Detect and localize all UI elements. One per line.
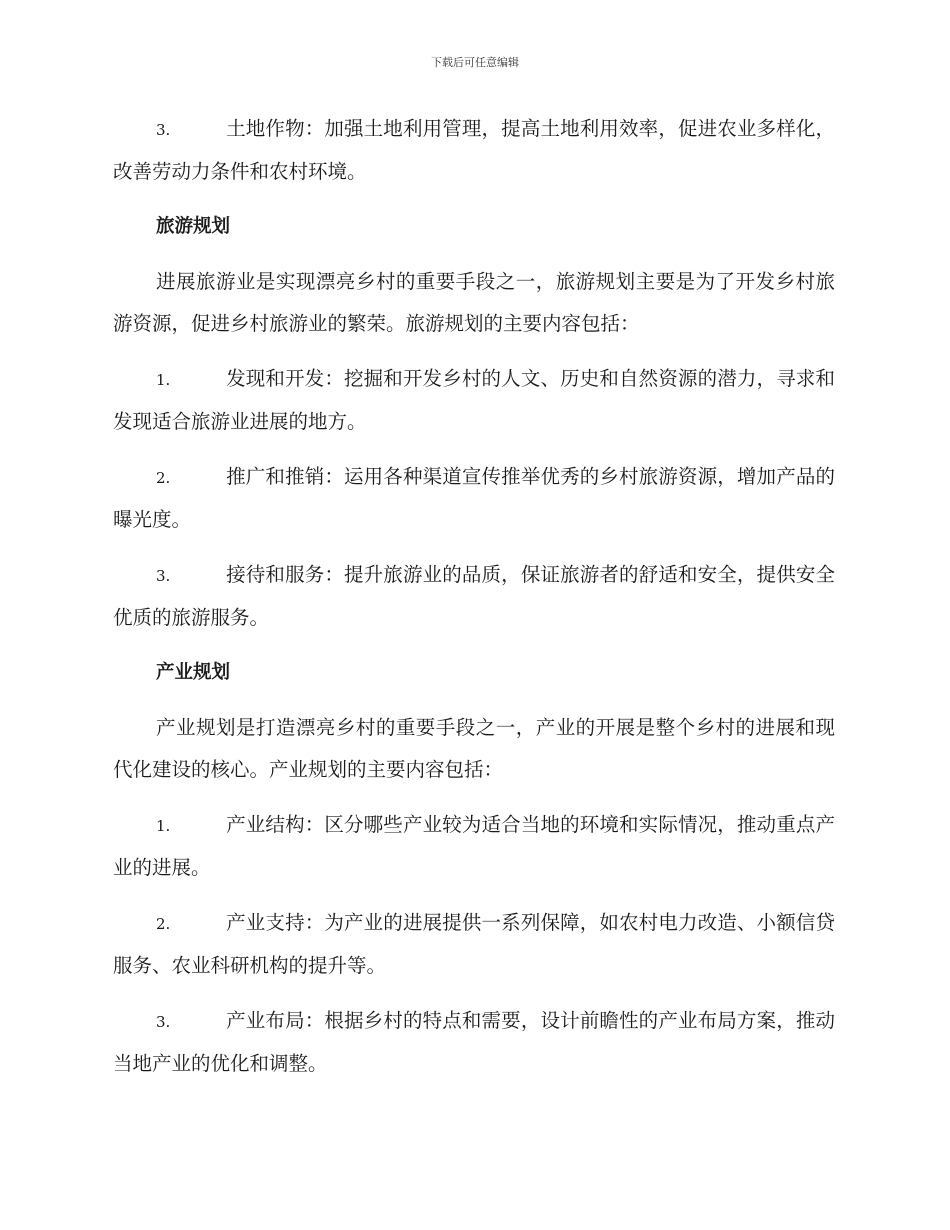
paragraph: 产业规划是打造漂亮乡村的重要手段之一，产业的开展是整个乡村的进展和现代化建设的核心。产业规划的主要内容包括：	[113, 716, 835, 781]
list-item-text: 土地作物：加强土地利用管理，提高土地利用效率，促进农业多样化，改善劳动力条件和农村环境。	[113, 117, 835, 183]
list-item	[113, 108, 835, 193]
list-number: 3.	[156, 567, 171, 585]
list-item-text: 产业支持：为产业的进展提供一系列保障，如农村电力改造、小额信贷服务、农业科研机构的提升等。	[113, 911, 835, 977]
list-item	[113, 804, 835, 889]
list-item	[113, 1000, 835, 1085]
list-number: 3.	[156, 1013, 171, 1031]
list-number: 3.	[156, 121, 171, 139]
list-item-text: 产业结构：区分哪些产业较为适合当地的环境和实际情况，推动重点产业的进展。	[113, 813, 835, 879]
list-number: 1.	[156, 817, 171, 835]
list-item-text: 产业布局：根据乡村的特点和需要，设计前瞻性的产业布局方案，推动当地产业的优化和调整。	[113, 1009, 835, 1075]
header-note: 下载后可任意编辑	[431, 56, 519, 69]
list-number: 1.	[156, 371, 171, 389]
list-item-text: 推广和推销：运用各种渠道宣传推举优秀的乡村旅游资源，增加产品的曝光度。	[113, 465, 835, 531]
list-number: 2.	[156, 915, 171, 933]
list-item-text: 发现和开发：挖掘和开发乡村的人文、历史和自然资源的潜力，寻求和发现适合旅游业进展的地方。	[113, 367, 835, 433]
list-number: 2.	[156, 469, 171, 487]
list-item	[113, 554, 835, 639]
section-heading-industry: 产业规划	[156, 662, 231, 683]
list-item	[113, 456, 835, 541]
document-body	[113, 108, 835, 1098]
list-item	[113, 902, 835, 987]
list-item-text: 接待和服务：提升旅游业的品质，保证旅游者的舒适和安全，提供安全优质的旅游服务。	[113, 563, 835, 629]
paragraph: 进展旅游业是实现漂亮乡村的重要手段之一，旅游规划主要是为了开发乡村旅游资源，促进乡村旅游业的繁荣。旅游规划的主要内容包括：	[113, 270, 835, 335]
list-item	[113, 358, 835, 443]
section-heading-tourism: 旅游规划	[156, 216, 231, 237]
